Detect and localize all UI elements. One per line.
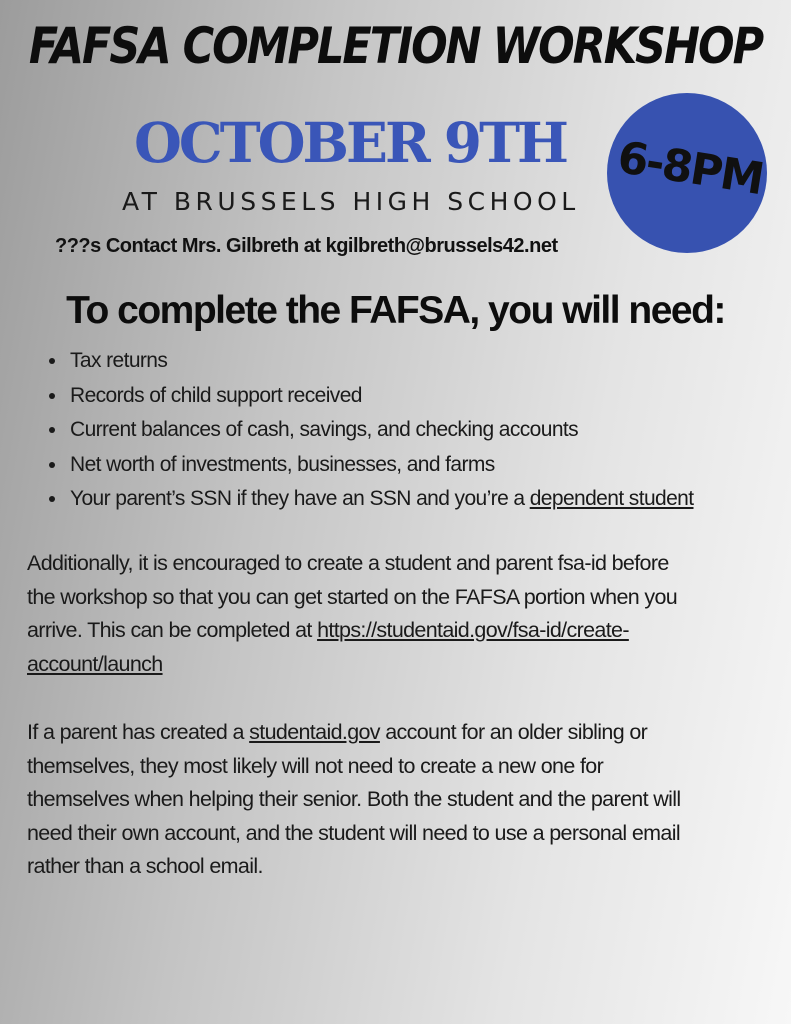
paragraph-line: themselves, they most likely will not need to create a new one for (27, 753, 604, 778)
paragraph-line (27, 716, 787, 750)
paragraph-text: If a parent has created a (27, 720, 250, 744)
contact-info: ???s Contact Mrs. Gilbreth at kgilbreth@brussels42.net (55, 235, 558, 257)
paragraph-line: themselves when helping their senior. Both the student and the parent will (27, 787, 681, 811)
fsa-id-link-continued[interactable]: account/launch (27, 651, 163, 676)
paragraph-text: account for an older sibling or (379, 720, 648, 744)
existing-account-paragraph (27, 716, 787, 884)
paragraph-line: Additionally, it is encouraged to create a student and parent fsa-id before (27, 551, 669, 575)
requirement-item (68, 482, 694, 517)
studentaid-link[interactable]: studentaid.gov (249, 720, 380, 744)
event-location: AT BRUSSELS HIGH SCHOOL (122, 187, 580, 216)
requirement-item-text: Your parent’s SSN if they have an SSN and you’re a (70, 487, 530, 510)
dependent-student-link[interactable]: dependent student (529, 487, 694, 510)
fsa-id-paragraph (27, 547, 787, 681)
paragraph-line (27, 614, 787, 648)
requirement-item: • Current balances of cash, savings, and checking accounts (68, 413, 694, 448)
event-time: 6-8PM (614, 131, 766, 206)
event-date: OCTOBER 9TH (134, 110, 566, 175)
requirements-heading: To complete the FAFSA, you will need: (66, 289, 725, 332)
fsa-id-link[interactable]: https://studentaid.gov/fsa-id/create- (317, 618, 629, 642)
paragraph-line: need their own account, and the student will need to use a personal email (27, 820, 680, 845)
requirement-item: • Tax returns (68, 344, 694, 379)
paragraph-line: the workshop so that you can get started on the FAFSA portion when you (27, 584, 678, 609)
requirement-item: • Records of child support received (68, 379, 694, 414)
workshop-title: FAFSA COMPLETION WORKSHOP (28, 18, 763, 76)
requirement-item: • Net worth of investments, businesses, and farms (68, 448, 694, 483)
requirements-list (48, 344, 694, 517)
paragraph-text: arrive. This can be completed at (27, 618, 318, 642)
paragraph-line: rather than a school email. (27, 854, 263, 878)
